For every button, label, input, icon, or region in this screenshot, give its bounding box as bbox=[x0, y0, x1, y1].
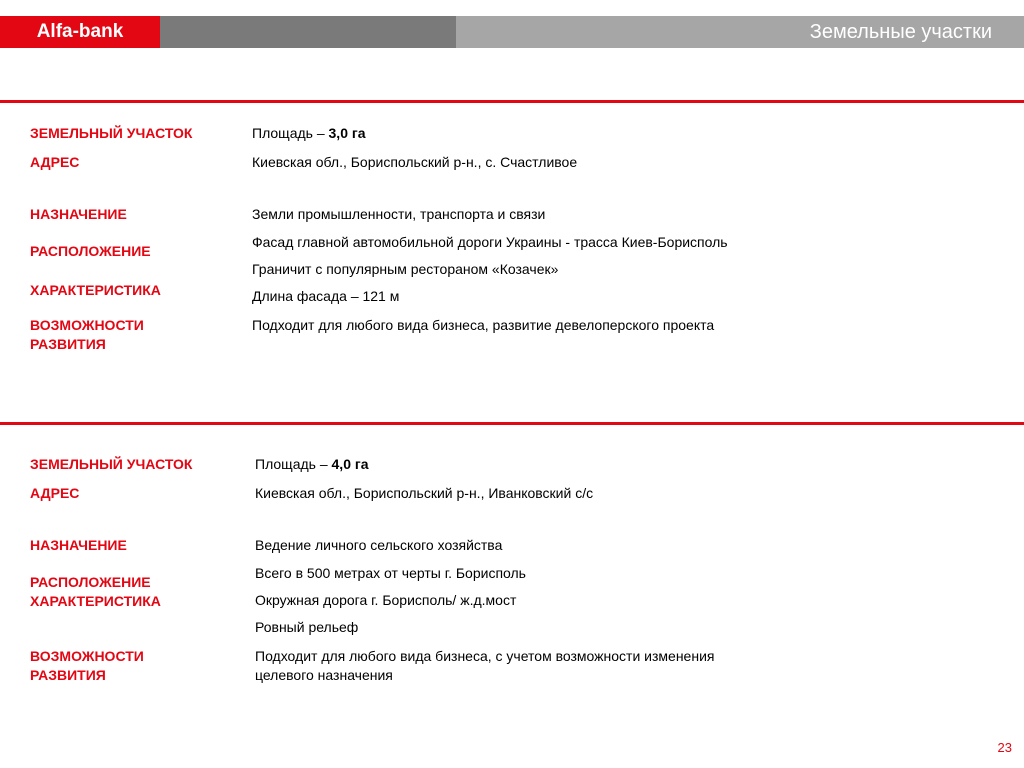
page-title: Земельные участки bbox=[809, 21, 992, 43]
location-value-line-1: Фасад главной автомобильной дороги Украины - трасса Киев-Борисполь bbox=[252, 234, 728, 250]
purpose-value: Ведение личного сельского хозяйства bbox=[255, 537, 503, 553]
development-value: Подходит для любого вида бизнеса, развитие девелоперского проекта bbox=[252, 317, 715, 333]
brand-logo: Alfa-bank bbox=[0, 16, 160, 48]
purpose-label: НАЗНАЧЕНИЕ bbox=[30, 206, 127, 222]
page-number: 23 bbox=[997, 740, 1012, 755]
area-prefix: Площадь – bbox=[255, 456, 332, 472]
address-value: Киевская обл., Бориспольский р-н., Иванковский с/с bbox=[255, 485, 594, 501]
development-label-line-1: ВОЗМОЖНОСТИ bbox=[30, 648, 144, 664]
development-label-line-2: РАЗВИТИЯ bbox=[30, 667, 106, 683]
section-divider bbox=[0, 100, 1024, 103]
purpose-value: Земли промышленности, транспорта и связи bbox=[252, 206, 546, 222]
location-label: РАСПОЛОЖЕНИЕ bbox=[30, 243, 151, 259]
location-value-line-1: Всего в 500 метрах от черты г. Борисполь bbox=[255, 565, 526, 581]
section-divider bbox=[0, 422, 1024, 425]
development-value-line-1: Подходит для любого вида бизнеса, с учетом возможности изменения bbox=[255, 648, 715, 664]
plot-label: ЗЕМЕЛЬНЫЙ УЧАСТОК bbox=[30, 456, 193, 472]
location-label: РАСПОЛОЖЕНИЕ bbox=[30, 574, 151, 590]
header-dark-band bbox=[160, 16, 456, 48]
purpose-label: НАЗНАЧЕНИЕ bbox=[30, 537, 127, 553]
area-value bbox=[252, 124, 365, 143]
development-value-line-2: целевого назначения bbox=[255, 667, 393, 683]
characteristics-label: ХАРАКТЕРИСТИКА bbox=[30, 593, 161, 609]
development-label-line-2: РАЗВИТИЯ bbox=[30, 336, 106, 352]
area-amount: 4,0 га bbox=[331, 456, 369, 472]
location-value-line-2: Окружная дорога г. Борисполь/ ж.д.мост bbox=[255, 592, 517, 608]
address-label: АДРЕС bbox=[30, 485, 80, 501]
characteristics-value: Ровный рельеф bbox=[255, 619, 359, 635]
address-label: АДРЕС bbox=[30, 154, 80, 170]
header-light-band bbox=[456, 16, 1024, 48]
area-prefix: Площадь – bbox=[252, 125, 329, 141]
characteristics-value: Длина фасада – 121 м bbox=[252, 288, 400, 304]
area-amount: 3,0 га bbox=[328, 125, 366, 141]
plot-label: ЗЕМЕЛЬНЫЙ УЧАСТОК bbox=[30, 125, 193, 141]
area-value bbox=[255, 455, 368, 474]
development-label-line-1: ВОЗМОЖНОСТИ bbox=[30, 317, 144, 333]
location-value-line-2: Граничит с популярным рестораном «Козачек» bbox=[252, 261, 559, 277]
address-value: Киевская обл., Бориспольский р-н., с. Счастливое bbox=[252, 154, 578, 170]
characteristics-label: ХАРАКТЕРИСТИКА bbox=[30, 282, 161, 298]
header-bar bbox=[0, 16, 1024, 48]
